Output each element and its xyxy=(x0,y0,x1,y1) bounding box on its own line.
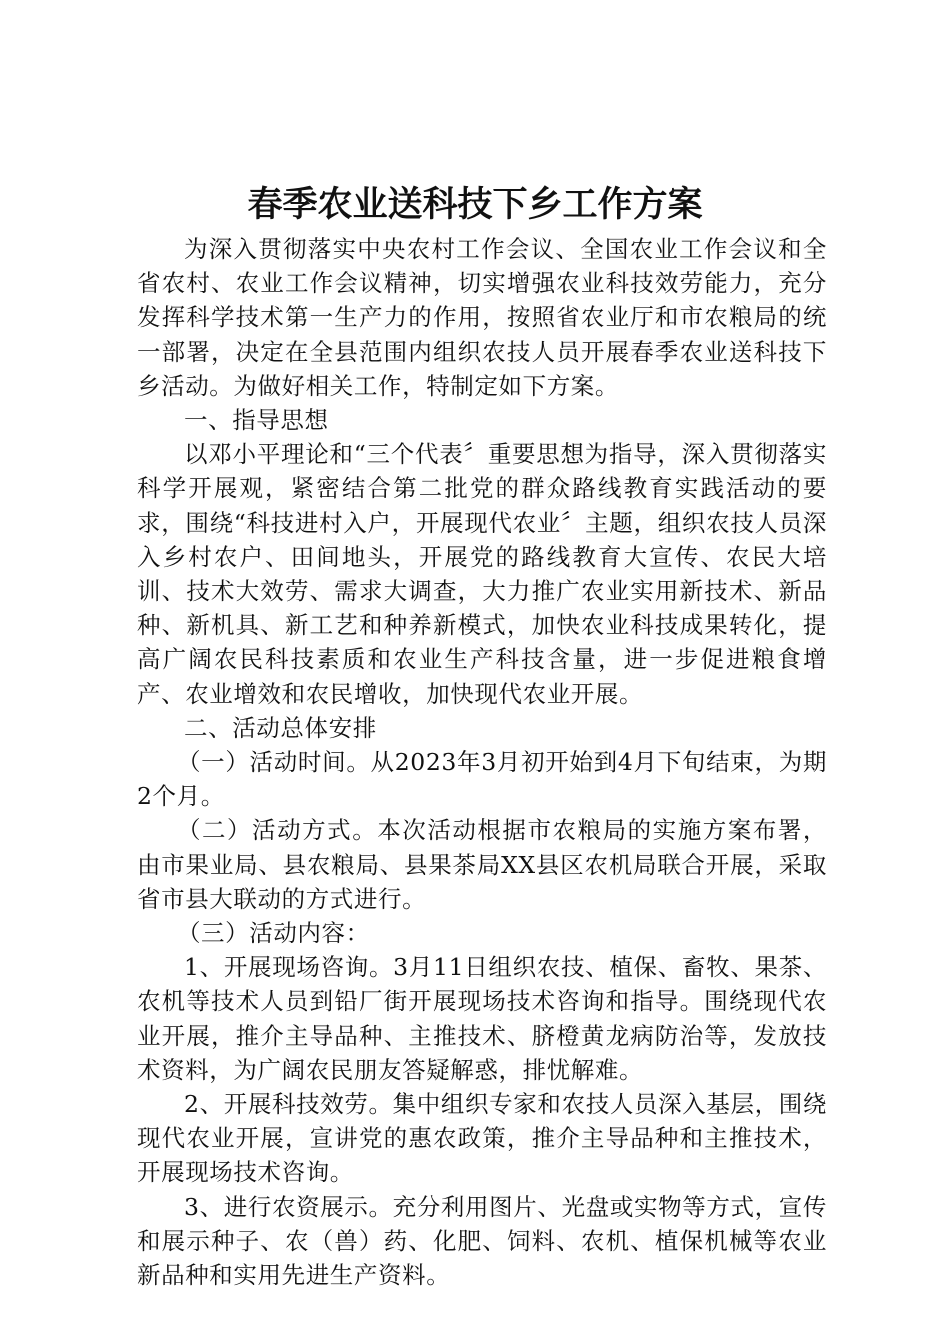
activity-time-paragraph: （一）活动时间。从2023年3月初开始到4月下旬结束，为期2个月。 xyxy=(137,748,827,811)
content-item-tech-service: 2、开展科技效劳。集中组织专家和农技人员深入基层，围绕现代农业开展，宣讲党的惠农政策，推介主导品种和主推技术，开展现场技术咨询。 xyxy=(137,1090,827,1187)
content-item-exhibition: 3、进行农资展示。充分利用图片、光盘或实物等方式，宣传和展示种子、农（兽）药、化肥、饲料、农机、植保机械等农业新品种和实用先进生产资料。 xyxy=(137,1192,827,1290)
section-heading-guiding-ideology: 一、指导思想 xyxy=(184,406,329,435)
content-item-consultation: 1、开展现场咨询。3月11日组织农技、植保、畜牧、果茶、农机等技术人员到铅厂街开展现场技术咨询和指导。围绕现代农业开展，推介主导品种、主推技术、脐橙黄龙病防治等，发放技术资料，为广阔农民朋友答疑解惑，排忧解难。 xyxy=(137,953,827,1084)
document-body xyxy=(137,232,827,1292)
guiding-ideology-paragraph: 以邓小平理论和“三个代表〞重要思想为指导，深入贯彻落实科学开展观，紧密结合第二批党的群众路线教育实践活动的要求，围绕“科技进村入户，开展现代农业〞主题，组织农技人员深入乡村农户、田间地头，开展党的路线教育大宣传、农民大培训、技术大效劳、需求大调查，大力推广农业实用新技术、新品种、新机具、新工艺和种养新模式，加快农业科技成果转化，提高广阔农民科技素质和农业生产科技含量，进一步促进粮食增产、农业增效和农民增收，加快现代农业开展。 xyxy=(137,440,827,708)
section-heading-overall-arrangement: 二、活动总体安排 xyxy=(184,713,377,742)
intro-paragraph: 为深入贯彻落实中央农村工作会议、全国农业工作会议和全省农村、农业工作会议精神，切实增强农业科技效劳能力，充分发挥科学技术第一生产力的作用，按照省农业厅和市农粮局的统一部署，决定在全县范围内组织农技人员开展春季农业送科技下乡活动。为做好相关工作，特制定如下方案。 xyxy=(137,235,827,400)
activity-method-paragraph: （二）活动方式。本次活动根据市农粮局的实施方案布署，由市果业局、县农粮局、县果茶局XX县区农机局联合开展，采取省市县大联动的方式进行。 xyxy=(137,816,827,913)
document-title: 春季农业送科技下乡工作方案 xyxy=(247,184,703,225)
activity-content-heading: （三）活动内容： xyxy=(176,919,370,948)
